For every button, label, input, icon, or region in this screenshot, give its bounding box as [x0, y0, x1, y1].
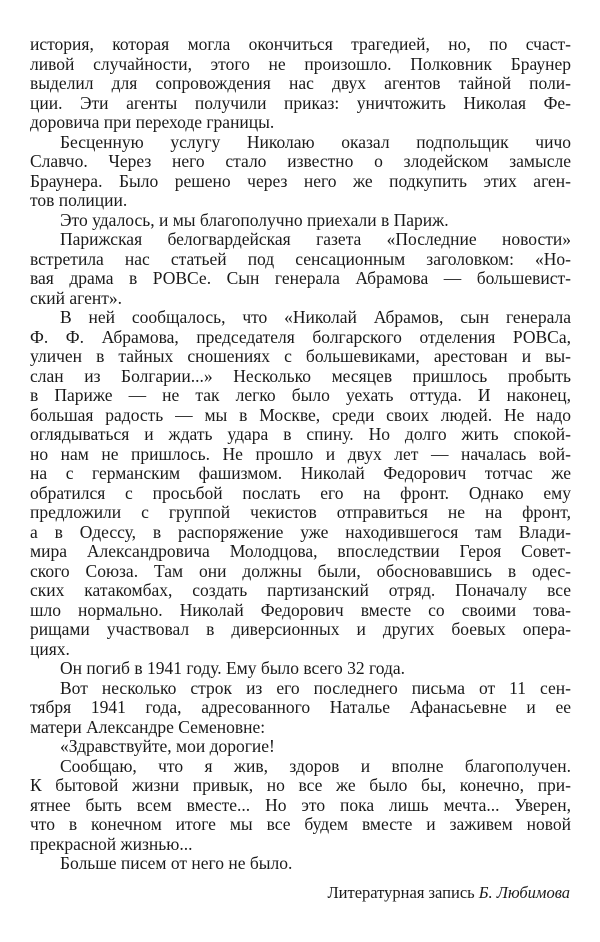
text-line: ции. Эти агенты получили приказ: уничтожить Николая Фе- [30, 93, 571, 113]
text-line: Славчо. Через него стало известно о злодейском замысле [30, 152, 571, 171]
text-line: тов полиции. [30, 190, 128, 210]
text-line: но нам не пришлось. Не прошло и двух лет — началась вой- [30, 444, 571, 464]
text-line: выделил для сопровождения нас двух агентов тайной поли- [30, 74, 571, 93]
text-line: мира Александровича Молодцова, впоследствии Героя Совет- [30, 542, 571, 561]
text-line: Это удалось, и мы благополучно приехали в Париж. [60, 209, 449, 230]
text-line: Больше писем от него не было. [60, 853, 293, 873]
paragraph [30, 679, 571, 738]
paragraph [30, 757, 571, 855]
text-line: ливой случайности, этого не произошло. Полковник Браунер [30, 54, 571, 74]
text-line: а в Одессу, в распоряжение уже находившегося там Влади- [30, 522, 571, 542]
signature-author: Б. Любимова [478, 883, 570, 902]
text-line: ских катакомбах, создать партизанский отряд. Поначалу все [30, 581, 571, 600]
paragraph [30, 211, 571, 231]
text-line: предложили с группой чекистов отправиться не на фронт, [30, 503, 571, 522]
text-line: доровича при переходе границы. [30, 112, 275, 132]
paragraph [30, 854, 571, 874]
paragraph [30, 659, 571, 679]
text-line: Он погиб в 1941 году. Ему было всего 32 года. [60, 658, 406, 678]
text-line: вая драма в РОВСе. Сын генерала Абрамова — большевист- [30, 269, 571, 288]
paragraph [30, 737, 571, 757]
text-line: ятнее быть всем вместе... Но это пока лишь мечта... Уверен, [30, 795, 571, 815]
text-line: шло нормально. Николай Федорович вместе со своими това- [30, 600, 571, 620]
paragraph [30, 133, 571, 211]
text-line: ского Союза. Там они должны были, обосновавшись в одес- [30, 561, 571, 581]
text-line: матери Александре Семеновне: [30, 716, 266, 737]
text-line: уличен в тайных сношениях с большевиками, арестован и вы- [30, 347, 571, 366]
text-line: история, которая могла окончиться трагедией, но, по счаст- [30, 35, 571, 54]
signature-label: Литературная запись [327, 883, 475, 902]
text-line: «Здравствуйте, мои дорогие! [60, 736, 275, 756]
text-line: циях. [30, 638, 70, 659]
text-line: В ней сообщалось, что «Николай Абрамов, сын генерала [60, 308, 571, 327]
text-line: К бытовой жизни привык, но все же было бы, конечно, при- [30, 776, 571, 795]
text-line: Ф. Ф. Абрамова, председателя болгарского отделения РОВСа, [30, 327, 571, 347]
paragraph [30, 308, 571, 659]
paragraph [30, 35, 571, 133]
text-line: слан из Болгарии...» Несколько месяцев пришлось пробыть [30, 366, 571, 386]
text-line: Парижская белогвардейская газета «Последние новости» [60, 230, 571, 249]
text-line: в Париже — не так легко было уехать оттуда. И наконец, [30, 386, 571, 405]
text-line: обратился с просьбой послать его на фронт. Однако ему [30, 483, 571, 503]
text-line: Бесценную услугу Николаю оказал подпольщик чичо [60, 132, 571, 152]
text-line: на с германским фашизмом. Николай Федорович тотчас же [30, 464, 571, 483]
text-line: рищами участвовал в диверсионных и других боевых опера- [30, 620, 571, 639]
text-line: встретила нас статьей под сенсационным заголовком: «Но- [30, 249, 571, 269]
text-line: Браунера. Было решено через него же подкупить этих аген- [30, 171, 571, 191]
text-line: Сообщаю, что я жив, здоров и вполне благополучен. [60, 756, 571, 776]
text-line: ский агент». [30, 287, 122, 308]
signature [327, 883, 570, 903]
text-line: прекрасной жизнью... [30, 833, 193, 854]
paragraph [30, 230, 571, 308]
document-body [30, 35, 571, 874]
text-line: что в конечном итоге мы все будем вместе и заживем новой [30, 815, 571, 834]
text-line: оглядываться и ждать удара в спину. Но долго жить спокой- [30, 425, 571, 444]
text-line: большая радость — мы в Москве, среди своих людей. Не надо [30, 405, 571, 425]
text-line: тября 1941 года, адресованного Наталье Афанасьевне и ее [30, 698, 571, 717]
text-line: Вот несколько строк из его последнего письма от 11 сен- [60, 678, 571, 698]
